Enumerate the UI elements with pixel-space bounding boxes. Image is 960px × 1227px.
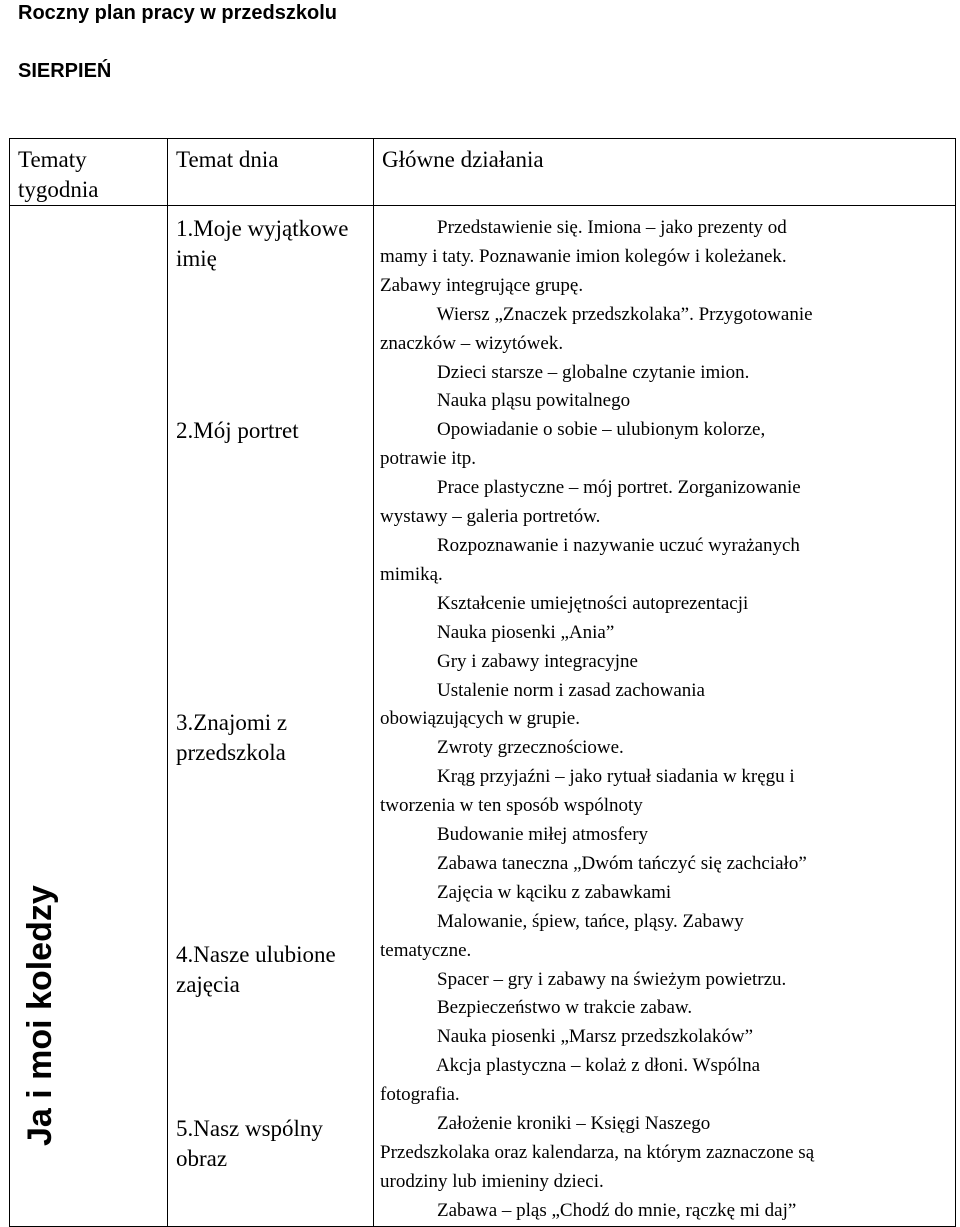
day-theme-1: 1.Moje wyjątkowe imię xyxy=(176,216,349,271)
activity-line: tworzenia w ten sposób wspólnoty xyxy=(380,795,643,817)
activity-line: fotografia. xyxy=(380,1084,460,1106)
activity-line: Zabawy integrujące grupę. xyxy=(380,274,584,296)
activity-line: mimiką. xyxy=(380,563,443,585)
table-header-row xyxy=(10,139,956,206)
activity-line: Akcja plastyczna – kolaż z dłoni. Wspólna xyxy=(380,1055,761,1077)
day-themes-cell xyxy=(168,206,374,1227)
activity-line: Nauka piosenki „Ania” xyxy=(380,621,615,643)
activity-line: Zajęcia w kąciku z zabawkami xyxy=(380,881,672,903)
day-theme-4: 4.Nasze ulubione zajęcia xyxy=(176,942,336,997)
activity-line: Dzieci starsze – globalne czytanie imion. xyxy=(380,361,750,383)
activity-line: tematyczne. xyxy=(380,939,472,961)
activity-line: Przedstawienie się. Imiona – jako prezenty od xyxy=(380,217,787,238)
table-body-row xyxy=(10,206,956,1227)
activity-line: Budowanie miłej atmosfery xyxy=(380,824,649,846)
activity-line: wystawy – galeria portretów. xyxy=(380,506,601,528)
document-title: Roczny plan pracy w przedszkolu xyxy=(18,2,337,24)
activity-line: Zwroty grzecznościowe. xyxy=(380,737,624,759)
activity-line: Założenie kroniki – Księgi Naszego xyxy=(380,1113,711,1135)
activity-line: Krąg przyjaźni – jako rytuał siadania w kręgu i xyxy=(380,766,795,788)
day-theme-3: 3.Znajomi z przedszkola xyxy=(176,710,288,765)
activity-line: Rozpoznawanie i nazywanie uczuć wyrażanych xyxy=(380,534,800,556)
activity-line: potrawie itp. xyxy=(380,448,477,470)
month-heading: SIERPIEŃ xyxy=(18,60,112,82)
activity-line: znaczków – wizytówek. xyxy=(380,332,564,354)
activity-line: Przedszkolaka oraz kalendarza, na którym zaznaczone są xyxy=(380,1142,815,1163)
activity-line: Nauka piosenki „Marsz przedszkolaków” xyxy=(380,1026,754,1048)
header-day-theme: Temat dnia xyxy=(168,139,374,206)
activity-line: Nauka pląsu powitalnego xyxy=(380,390,631,412)
week-theme-cell xyxy=(10,206,168,1227)
activity-line: Prace plastyczne – mój portret. Zorganizowanie xyxy=(380,477,801,499)
activity-line: urodziny lub imieniny dzieci. xyxy=(380,1170,604,1192)
week-theme-label: Ja i moi koledzy xyxy=(21,884,59,1146)
activity-line: Zabawa taneczna „Dwóm tańczyć się zachciało” xyxy=(380,852,807,874)
day-theme-5: 5.Nasz wspólny obraz xyxy=(176,1116,323,1171)
activity-line: Gry i zabawy integracyjne xyxy=(380,650,638,672)
activity-line: obowiązujących w grupie. xyxy=(380,708,580,730)
activity-line: Zabawa – pląs „Chodź do mnie, rączkę mi daj” xyxy=(380,1199,797,1221)
activity-line: Kształcenie umiejętności autoprezentacji xyxy=(380,592,749,614)
activities-list xyxy=(380,214,955,1226)
activity-line: Bezpieczeństwo w trakcie zabaw. xyxy=(380,997,693,1019)
header-week-themes: Tematy tygodnia xyxy=(10,139,168,206)
activity-line: mamy i taty. Poznawanie imion kolegów i koleżanek. xyxy=(380,245,787,267)
activity-line: Opowiadanie o sobie – ulubionym kolorze, xyxy=(380,419,766,441)
activity-line: Ustalenie norm i zasad zachowania xyxy=(380,679,705,701)
activities-cell xyxy=(374,206,956,1227)
day-theme-2: 2.Mój portret xyxy=(176,418,299,443)
activity-line: Spacer – gry i zabawy na świeżym powietrzu. xyxy=(380,968,787,990)
activity-line: Malowanie, śpiew, tańce, pląsy. Zabawy xyxy=(380,910,744,932)
activity-line: Wiersz „Znaczek przedszkolaka”. Przygotowanie xyxy=(380,303,813,325)
header-main-activities: Główne działania xyxy=(374,139,956,206)
plan-table xyxy=(9,138,956,1227)
